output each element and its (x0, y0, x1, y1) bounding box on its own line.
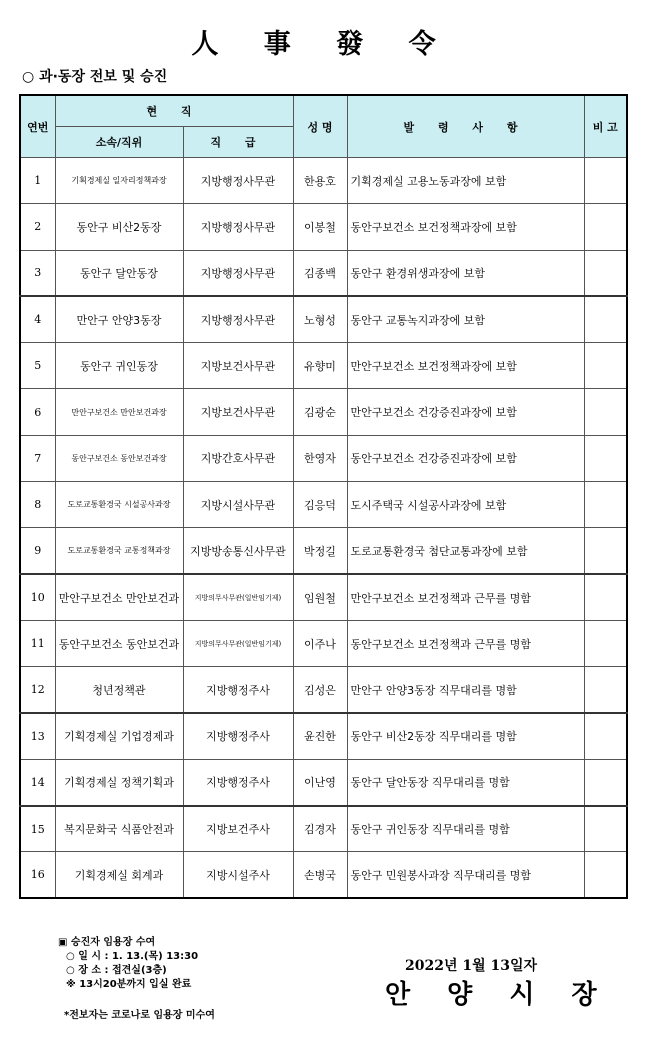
cell-remark (584, 435, 627, 481)
cell-order: 기획경제실 고용노동과장에 보함 (347, 158, 584, 204)
table-row (20, 620, 627, 666)
notes-heading: ▣ 승진자 임용장 수여 (58, 937, 156, 948)
row-number: 12 (20, 667, 55, 713)
cell-remark (584, 713, 627, 759)
cell-grade: 지방간호사무관 (183, 435, 293, 481)
table-row (20, 204, 627, 250)
cell-order: 동안구 환경위생과장에 보함 (347, 250, 584, 296)
cell-order: 만안구 안양3동장 직무대리를 명함 (347, 667, 584, 713)
table-row (20, 713, 627, 759)
table-row (20, 852, 627, 898)
cell-remark (584, 296, 627, 342)
notes-place: ○ 장 소 : 접견실(3층) (66, 965, 167, 976)
cell-name: 이봉철 (293, 204, 347, 250)
cell-grade: 지방시설주사 (183, 852, 293, 898)
cell-grade: 지방보건주사 (183, 806, 293, 852)
cell-order: 만안구보건소 보건정책과 근무를 명함 (347, 574, 584, 620)
cell-name: 노형성 (293, 296, 347, 342)
cell-name: 이주나 (293, 620, 347, 666)
cell-remark (584, 574, 627, 620)
cell-remark (584, 806, 627, 852)
cell-name: 박정길 (293, 528, 347, 574)
cell-remark (584, 158, 627, 204)
row-number: 1 (20, 158, 55, 204)
ceremony-notes (58, 936, 198, 992)
table-row (20, 528, 627, 574)
cell-dept: 만안구보건소 만안보건과장 (55, 389, 183, 435)
cell-remark (584, 389, 627, 435)
table-row (20, 806, 627, 852)
cell-order: 동안구보건소 건강증진과장에 보함 (347, 435, 584, 481)
cell-name: 김성은 (293, 667, 347, 713)
cell-remark (584, 852, 627, 898)
section-heading: ○ 과·동장 전보 및 승진 (22, 69, 168, 85)
cell-dept: 기획경제실 기업경제과 (55, 713, 183, 759)
cell-remark (584, 759, 627, 805)
cell-grade: 지방행정사무관 (183, 296, 293, 342)
cell-remark (584, 250, 627, 296)
cell-order: 동안구 비산2동장 직무대리를 명함 (347, 713, 584, 759)
cell-order: 도시주택국 시설공사과장에 보함 (347, 482, 584, 528)
cell-remark (584, 620, 627, 666)
document-title: 人 事 發 令 (191, 29, 454, 60)
cell-name: 임원철 (293, 574, 347, 620)
row-number: 3 (20, 250, 55, 296)
table-row (20, 343, 627, 389)
cell-dept: 기획경제실 정책기획과 (55, 759, 183, 805)
header-remark: 비 고 (584, 95, 627, 158)
cell-dept: 청년정책관 (55, 667, 183, 713)
transfer-note: *전보자는 코로나로 임용장 미수여 (64, 1010, 215, 1021)
row-number: 10 (20, 574, 55, 620)
cell-grade: 지방보건사무관 (183, 343, 293, 389)
cell-name: 김응덕 (293, 482, 347, 528)
header-current: 현 직 (55, 95, 293, 127)
table-row (20, 389, 627, 435)
cell-grade: 지방보건사무관 (183, 389, 293, 435)
row-number: 4 (20, 296, 55, 342)
cell-grade: 지방의무사무관(일반임기제) (183, 620, 293, 666)
cell-dept: 기획경제실 회계과 (55, 852, 183, 898)
row-number: 2 (20, 204, 55, 250)
cell-name: 한영자 (293, 435, 347, 481)
cell-dept: 만안구보건소 만안보건과 (55, 574, 183, 620)
header-grade: 직 급 (183, 127, 293, 158)
header-name: 성 명 (293, 95, 347, 158)
cell-name: 김광순 (293, 389, 347, 435)
mayor-signature: 안 양 시 장 (385, 980, 611, 1010)
row-number: 9 (20, 528, 55, 574)
header-no: 연번 (20, 95, 55, 158)
cell-grade: 지방의무사무관(일반임기제) (183, 574, 293, 620)
cell-dept: 동안구보건소 동안보건과장 (55, 435, 183, 481)
cell-order: 동안구보건소 보건정책과장에 보함 (347, 204, 584, 250)
cell-name: 한용호 (293, 158, 347, 204)
cell-name: 윤진한 (293, 713, 347, 759)
row-number: 13 (20, 713, 55, 759)
row-number: 14 (20, 759, 55, 805)
row-number: 6 (20, 389, 55, 435)
notes-date: ○ 일 시 : 1. 13.(목) 13:30 (66, 951, 199, 962)
cell-order: 만안구보건소 보건정책과장에 보함 (347, 343, 584, 389)
table-row (20, 158, 627, 204)
cell-order: 도로교통환경국 첨단교통과장에 보함 (347, 528, 584, 574)
cell-dept: 도로교통환경국 교통정책과장 (55, 528, 183, 574)
table-row (20, 667, 627, 713)
cell-dept: 도로교통환경국 시설공사과장 (55, 482, 183, 528)
cell-order: 동안구보건소 보건정책과 근무를 명함 (347, 620, 584, 666)
row-number: 7 (20, 435, 55, 481)
header-dept: 소속/직위 (55, 127, 183, 158)
cell-order: 만안구보건소 건강증진과장에 보함 (347, 389, 584, 435)
cell-name: 이난영 (293, 759, 347, 805)
cell-remark (584, 204, 627, 250)
cell-grade: 지방행정주사 (183, 759, 293, 805)
cell-dept: 동안구 귀인동장 (55, 343, 183, 389)
row-number: 8 (20, 482, 55, 528)
cell-grade: 지방시설사무관 (183, 482, 293, 528)
row-number: 5 (20, 343, 55, 389)
cell-name: 손병국 (293, 852, 347, 898)
table-row (20, 759, 627, 805)
cell-order: 동안구 귀인동장 직무대리를 명함 (347, 806, 584, 852)
cell-order: 동안구 달안동장 직무대리를 명함 (347, 759, 584, 805)
cell-name: 김종백 (293, 250, 347, 296)
issue-date: 2022년 1월 13일자 (405, 958, 538, 974)
cell-dept: 동안구보건소 동안보건과 (55, 620, 183, 666)
cell-grade: 지방행정주사 (183, 667, 293, 713)
cell-grade: 지방행정주사 (183, 713, 293, 759)
cell-order: 동안구 교통녹지과장에 보함 (347, 296, 584, 342)
cell-remark (584, 343, 627, 389)
cell-grade: 지방행정사무관 (183, 158, 293, 204)
cell-remark (584, 667, 627, 713)
cell-dept: 동안구 달안동장 (55, 250, 183, 296)
cell-grade: 지방행정사무관 (183, 204, 293, 250)
cell-grade: 지방행정사무관 (183, 250, 293, 296)
cell-dept: 기획경제실 일자리정책과장 (55, 158, 183, 204)
personnel-table (19, 94, 628, 899)
row-number: 15 (20, 806, 55, 852)
table-row (20, 435, 627, 481)
table-row (20, 250, 627, 296)
cell-grade: 지방방송통신사무관 (183, 528, 293, 574)
table-row (20, 482, 627, 528)
table-row (20, 574, 627, 620)
cell-name: 김경자 (293, 806, 347, 852)
row-number: 11 (20, 620, 55, 666)
cell-dept: 만안구 안양3동장 (55, 296, 183, 342)
cell-order: 동안구 민원봉사과장 직무대리를 명함 (347, 852, 584, 898)
cell-remark (584, 528, 627, 574)
row-number: 16 (20, 852, 55, 898)
cell-dept: 복지문화국 식품안전과 (55, 806, 183, 852)
cell-dept: 동안구 비산2동장 (55, 204, 183, 250)
cell-remark (584, 482, 627, 528)
table-row (20, 296, 627, 342)
cell-name: 유향미 (293, 343, 347, 389)
header-order: 발 령 사 항 (347, 95, 584, 158)
notes-arrival: ※ 13시20분까지 입실 완료 (66, 979, 192, 990)
